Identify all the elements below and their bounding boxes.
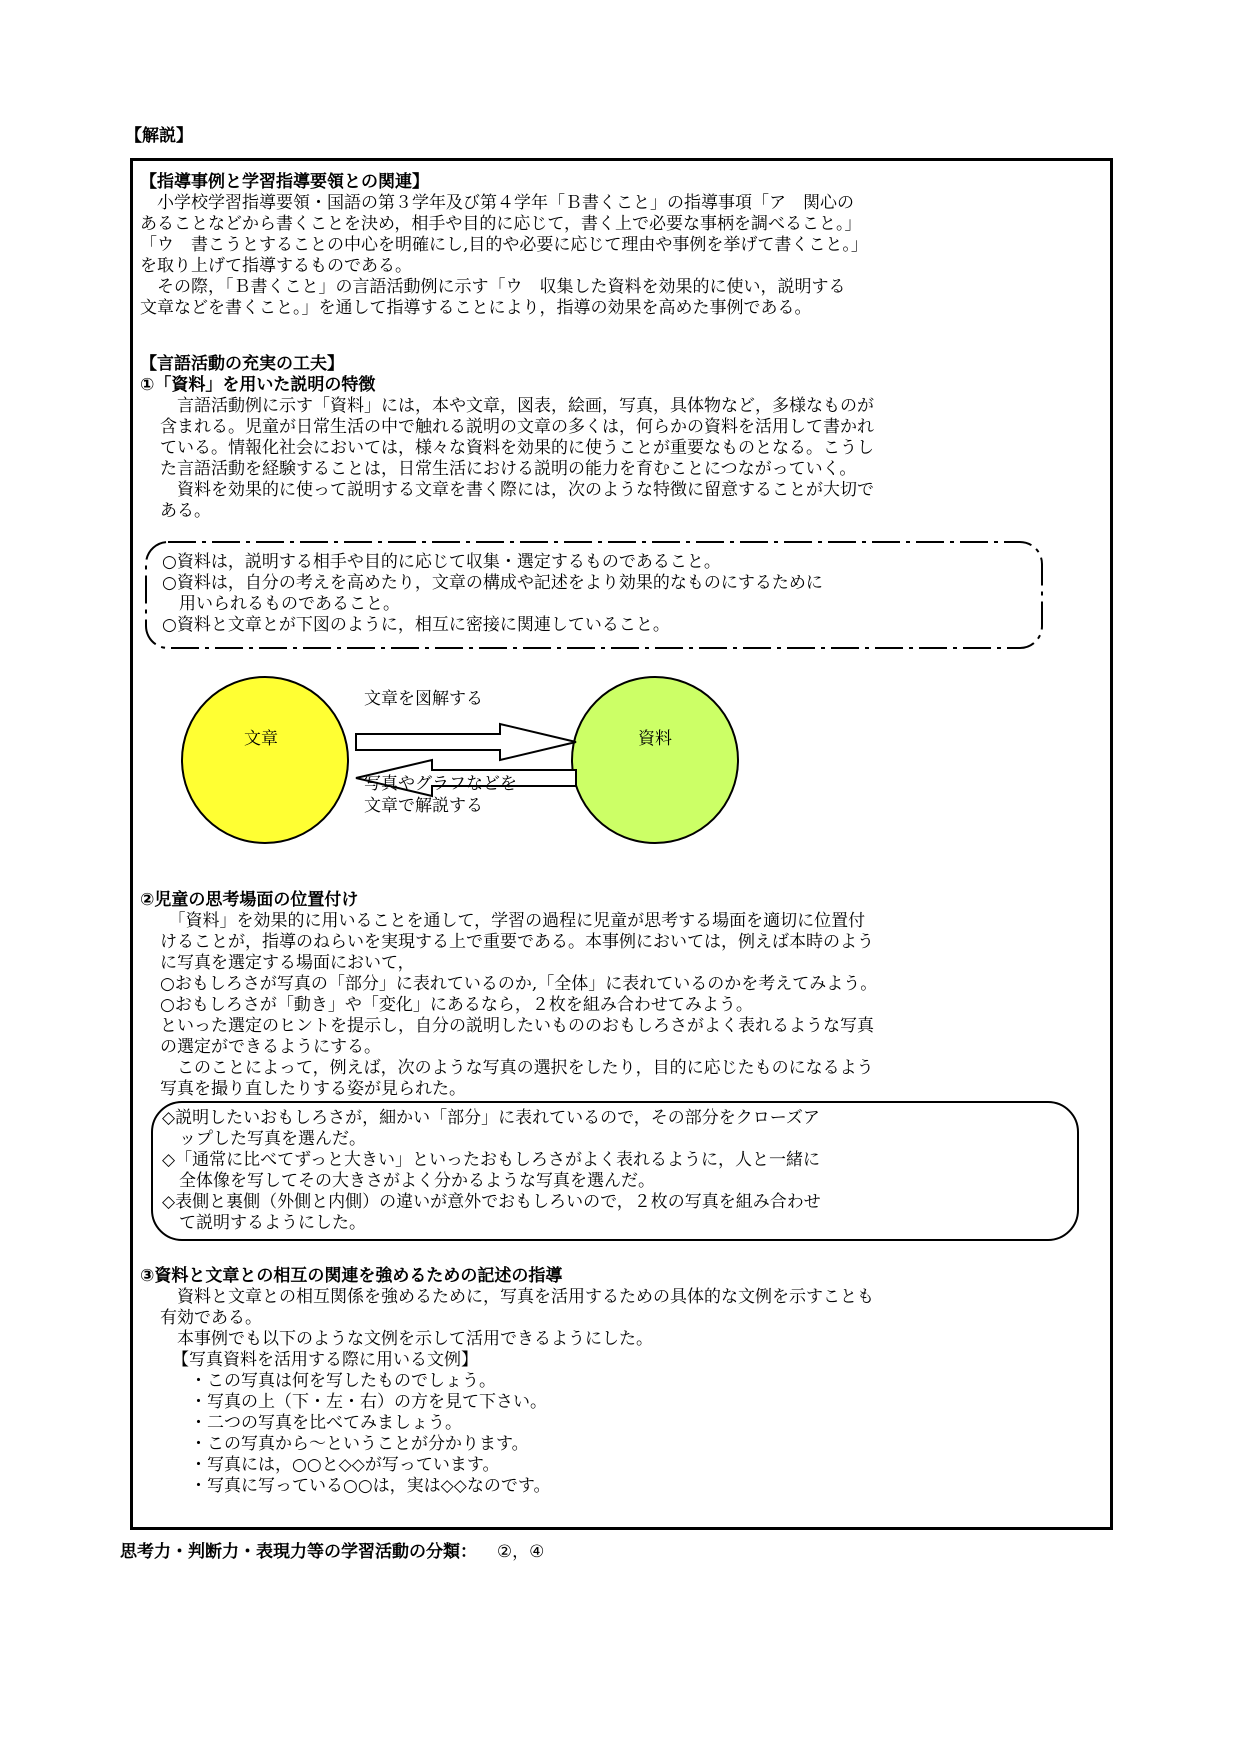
sub1-line: 資料を効果的に使って説明する文章を書く際には，次のような特徴に留意することが大切で	[160, 480, 874, 500]
material-circle-label: 資料	[638, 729, 672, 749]
sub3-body	[160, 1287, 874, 1350]
sub2-box	[162, 1108, 821, 1234]
example-item: ・この写真は何を写したものでしょう。	[190, 1371, 496, 1391]
sub1-line: ある。	[160, 501, 211, 521]
examples-list	[190, 1371, 550, 1497]
bottom-arrow-label-1: 写真やグラフなどを	[364, 774, 517, 794]
sub2-line: の選定ができるようにする。	[160, 1037, 381, 1057]
text-circle	[182, 677, 348, 843]
sub3-line: 有効である。	[160, 1308, 262, 1328]
top-arrow-label: 文章を図解する	[364, 689, 483, 709]
section1-line: 「ウ 書こうとすることの中心を明確にし,目的や必要に応じて理由や事例を挙げて書くこと。」	[140, 235, 868, 255]
sub2-box-line: て説明するようにした。	[162, 1213, 366, 1233]
section1-line: を取り上げて指導するものである。	[140, 256, 412, 276]
text-circle-label: 文章	[244, 729, 278, 749]
sub1-body	[160, 396, 874, 522]
sub1-box-line: ○資料は，自分の考えを高めたり，文章の構成や記述をより効果的なものにするために	[162, 573, 823, 593]
sub1-box	[162, 552, 823, 636]
example-item: ・この写真から～ということが分かります。	[190, 1434, 529, 1454]
footer-classification	[120, 1542, 544, 1563]
footer-label: 思考力・判断力・表現力等の学習活動の分類：	[120, 1542, 477, 1562]
example-item: ・写真の上（下・左・右）の方を見て下さい。	[190, 1392, 547, 1412]
sub3-heading: ③資料と文章との相互の関連を強めるための記述の指導	[140, 1266, 563, 1286]
section1-line: その際，「Ｂ書くこと」の言語活動例に示す「ウ 収集した資料を効果的に使い，説明する	[140, 277, 846, 297]
section1-body	[140, 193, 868, 319]
sub2-line: といった選定のヒントを提示し，自分の説明したいもののおもしろさがよく表れるような写真	[160, 1016, 874, 1036]
example-heading: 【写真資料を活用する際に用いる文例】	[172, 1350, 478, 1370]
bottom-arrow-label-2: 文章で解説する	[364, 796, 483, 816]
sub2-line: ○おもしろさが「動き」や「変化」にあるなら，２枚を組み合わせてみよう。	[160, 995, 753, 1015]
section1-line: あることなどから書くことを決め，相手や目的に応じて，書く上で必要な事柄を調べること。」	[140, 214, 862, 234]
sub2-line: ○おもしろさが写真の「部分」に表れているのか,「全体」に表れているのかを考えてみよう。	[160, 974, 878, 994]
sub1-line: 言語活動例に示す「資料」には，本や文章，図表，絵画，写真，具体物など，多様なものが	[160, 396, 874, 416]
sub1-line: た言語活動を経験することは，日常生活における説明の能力を育むことにつながっていく。	[160, 459, 857, 479]
example-item: ・写真に写っている○○は，実は◇◇なのです。	[190, 1476, 551, 1496]
sub2-box-line: 全体像を写してその大きさがよく分かるような写真を選んだ。	[162, 1171, 655, 1191]
right-arrow	[356, 724, 576, 760]
section1-heading: 【指導事例と学習指導要領との関連】	[140, 172, 429, 192]
sub1-line: 含まれる。児童が日常生活の中で触れる説明の文章の多くは，何らかの資料を活用して書かれ	[160, 417, 874, 437]
sub2-line: 写真を撮り直したりする姿が見られた。	[160, 1079, 466, 1099]
sub2-line: このことによって，例えば，次のような写真の選択をしたり，目的に応じたものになるよう	[160, 1058, 874, 1078]
footer-value: ②，④	[496, 1542, 545, 1562]
section2-heading: 【言語活動の充実の工夫】	[140, 354, 344, 374]
sub2-box-line: ップした写真を選んだ。	[162, 1129, 366, 1149]
section1-line: 小学校学習指導要領・国語の第３学年及び第４学年「Ｂ書くこと」の指導事項「ア 関心の	[140, 193, 854, 213]
sub2-body	[160, 911, 877, 1100]
example-item: ・写真には，○○と◇◇が写っています。	[190, 1455, 500, 1475]
sub1-box-line: ○資料は，説明する相手や目的に応じて収集・選定するものであること。	[162, 552, 721, 572]
example-item: ・二つの写真を比べてみましょう。	[190, 1413, 462, 1433]
sub1-box-line: 用いられるものであること。	[162, 594, 400, 614]
sub1-box-line: ○資料と文章とが下図のように，相互に密接に関連していること。	[162, 615, 670, 635]
sub2-line: けることが，指導のねらいを実現する上で重要である。本事例においては，例えば本時のよう	[160, 932, 874, 952]
sub2-box-line: ◇表側と裏側（外側と内側）の違いが意外でおもしろいので，２枚の写真を組み合わせ	[162, 1192, 821, 1212]
sub1-line: ている。情報化社会においては，様々な資料を効果的に使うことが重要なものとなる。こうし	[160, 438, 874, 458]
sub2-box-line: ◇「通常に比べてずっと大きい」といったおもしろさがよく表れるように，人と一緒に	[162, 1150, 821, 1170]
sub2-heading: ②児童の思考場面の位置付け	[140, 890, 359, 910]
section1-line: 文章などを書くこと。」を通して指導することにより，指導の効果を高めた事例である。	[140, 298, 812, 318]
sub2-line: に写真を選定する場面において，	[160, 953, 415, 973]
sub3-line: 資料と文章との相互関係を強めるために，写真を活用するための具体的な文例を示すことも	[160, 1287, 874, 1307]
page-label: 【解説】	[125, 126, 193, 146]
material-circle	[572, 677, 738, 843]
sub3-line: 本事例でも以下のような文例を示して活用できるようにした。	[160, 1329, 653, 1349]
sub1-heading: ①「資料」を用いた説明の特徴	[140, 375, 376, 395]
sub2-box-line: ◇説明したいおもしろさが，細かい「部分」に表れているので，その部分をクローズア	[162, 1108, 820, 1128]
sub2-line: 「資料」を効果的に用いることを通して，学習の過程に児童が思考する場面を適切に位置付	[160, 911, 866, 931]
